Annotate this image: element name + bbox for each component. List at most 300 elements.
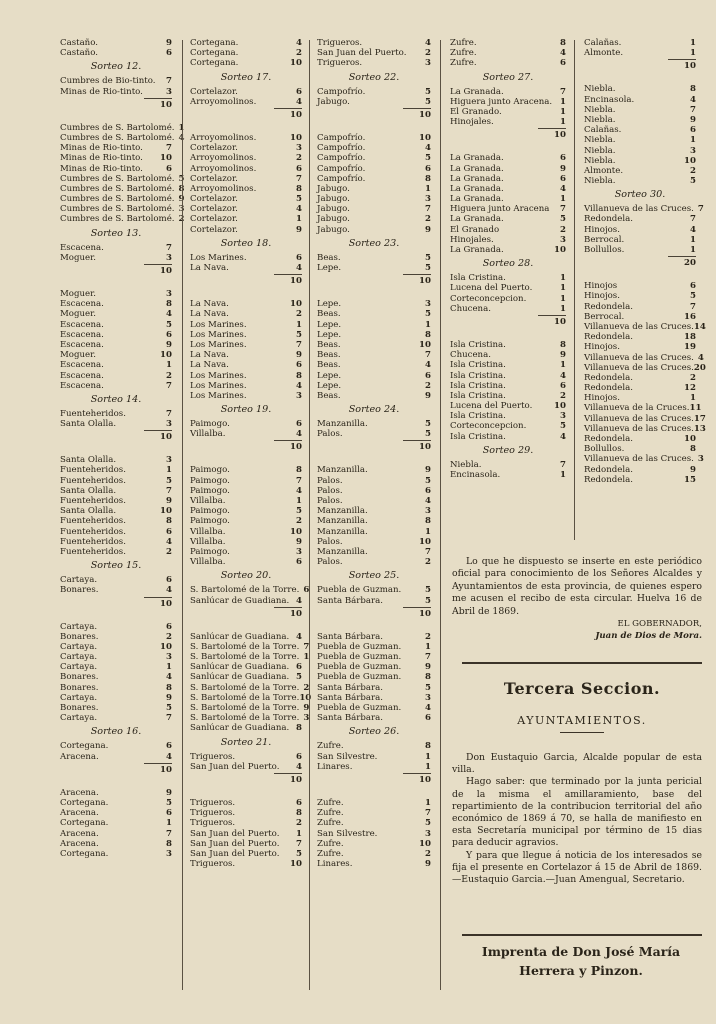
list-item — [60, 455, 172, 465]
town-name: Villanueva de la Cruces. — [584, 403, 690, 414]
number: 5 — [425, 86, 431, 97]
imprint-line-2: Herrera y Pinzon. — [519, 963, 643, 978]
town-name: Lepe. — [317, 263, 342, 273]
town-name: Bollullos. — [584, 444, 625, 455]
list-item — [584, 342, 696, 352]
number: 7 — [296, 339, 302, 350]
number: 1 — [560, 470, 566, 480]
list-item — [190, 184, 302, 194]
town-name: Cartaya. — [60, 662, 98, 673]
town-name: Los Marines. — [190, 319, 247, 330]
edict — [452, 752, 702, 886]
list-item — [60, 465, 172, 475]
number: 7 — [166, 76, 172, 87]
number: 7 — [697, 204, 704, 215]
list-item — [60, 752, 172, 762]
town-name: Encinasola. — [584, 94, 635, 105]
column-4 — [450, 38, 566, 480]
number: 14 — [693, 321, 706, 332]
list-item — [317, 371, 431, 381]
list-item — [60, 214, 185, 225]
list-item — [317, 184, 431, 194]
town-name: Palos. — [317, 496, 343, 506]
list-item — [584, 214, 696, 224]
town-name: Isla Cristina. — [450, 360, 506, 371]
town-name: Puebla de Guzman. — [317, 585, 402, 596]
town-name: Los Marines. — [190, 339, 247, 350]
number: 4 — [296, 38, 302, 48]
list-item — [450, 97, 566, 107]
governor-notice — [452, 556, 702, 643]
number: 1 — [690, 135, 696, 146]
list-item — [317, 632, 431, 642]
number: 1 — [690, 48, 696, 59]
number: 7 — [425, 808, 431, 819]
town-name: Santa Bárbara. — [317, 595, 383, 606]
town-name: Moguer. — [60, 309, 96, 320]
list-item — [190, 153, 302, 163]
list-item — [317, 133, 431, 143]
list-item — [190, 143, 302, 153]
number: 5 — [166, 797, 172, 808]
number: 6 — [166, 163, 172, 174]
list-item — [60, 253, 172, 263]
town-name: Escacena. — [60, 380, 104, 391]
spacer — [584, 74, 696, 84]
number: 1 — [560, 303, 566, 314]
number: 5 — [166, 703, 172, 713]
number: 7 — [425, 546, 431, 557]
number: 1 — [425, 319, 431, 330]
list-item — [584, 332, 696, 342]
list-item — [317, 849, 431, 859]
town-name: Redondela. — [584, 434, 633, 444]
town-name: Zufre. — [317, 797, 344, 808]
list-item — [190, 253, 302, 263]
sorteo-heading: Sorteo 19. — [220, 404, 272, 416]
list-item — [317, 153, 431, 163]
number: 10 — [419, 536, 431, 547]
list-item — [317, 829, 431, 839]
list-item — [190, 818, 302, 828]
column-3 — [317, 38, 431, 869]
number: 3 — [166, 289, 172, 299]
number: 7 — [425, 204, 431, 215]
town-name: Beas. — [317, 339, 341, 350]
number: 6 — [296, 360, 302, 371]
number: 7 — [166, 242, 172, 253]
town-name: Villanueva de las Cruces. — [584, 352, 694, 363]
list-item — [190, 557, 302, 567]
list-item — [450, 153, 566, 163]
spacer — [60, 113, 172, 123]
town-name: Santa Olalla. — [60, 419, 117, 430]
town-name: San Juan del Puerto. — [190, 838, 280, 849]
sorteo-heading: Sorteo 28. — [482, 258, 534, 270]
town-name: S. Bartolomé de la Torre. — [190, 713, 300, 724]
town-name: Santa Olalla. — [60, 485, 117, 496]
number: 1 — [425, 761, 431, 772]
town-name: Escacena. — [60, 299, 104, 310]
sorteo-heading: Sorteo 26. — [348, 726, 400, 738]
list-item — [60, 143, 172, 153]
list-item — [584, 444, 696, 454]
town-name: Sanlúcar de Guadiana. — [190, 631, 290, 642]
number: 9 — [166, 496, 172, 506]
number: 6 — [296, 86, 302, 97]
number: 10 — [684, 155, 696, 166]
list-item — [317, 299, 431, 309]
block-total: 20 — [668, 256, 696, 269]
town-name: Santa Bárbara. — [317, 682, 383, 693]
list-item — [60, 585, 172, 595]
list-item — [60, 76, 172, 86]
spacer — [317, 455, 431, 465]
list-item — [317, 537, 431, 547]
number: 10 — [160, 350, 172, 361]
list-item — [190, 672, 302, 682]
number: 5 — [296, 506, 302, 517]
number: 7 — [560, 86, 566, 97]
number: 4 — [296, 595, 302, 606]
town-name: Arroyomolinos. — [190, 96, 257, 107]
number: 6 — [166, 741, 172, 752]
number: 1 — [690, 38, 696, 48]
town-name: Villalba. — [190, 496, 226, 506]
town-name: Cartaya. — [60, 713, 98, 724]
list-item — [190, 87, 302, 97]
town-name: Campofrío. — [317, 173, 366, 184]
town-name: Chucena. — [450, 303, 491, 314]
list-item — [450, 107, 566, 117]
column-divider — [182, 40, 183, 990]
imprenta-divider — [462, 934, 702, 936]
town-name: Isla Cristina. — [450, 339, 506, 350]
number: 10 — [684, 434, 696, 444]
block-total: 10 — [403, 108, 431, 121]
town-name: Los Marines. — [190, 380, 247, 391]
number: 13 — [693, 423, 706, 434]
column-2 — [190, 38, 312, 870]
town-name: Redondela. — [584, 214, 633, 225]
town-name: Zufre. — [450, 58, 477, 69]
list-item — [317, 808, 431, 818]
list-item — [190, 632, 302, 642]
subsection-rule — [560, 732, 604, 733]
list-item — [190, 752, 302, 762]
list-item — [317, 662, 431, 672]
town-name: Cortegana. — [190, 58, 239, 69]
list-item — [190, 299, 302, 309]
number: 1 — [425, 526, 431, 537]
number: 8 — [425, 741, 431, 752]
town-name: Cortegana. — [190, 38, 239, 48]
town-name: Los Marines. — [190, 390, 247, 401]
town-name: Castaño. — [60, 38, 98, 48]
town-name: Zufre. — [317, 848, 344, 859]
block-total: 10 — [403, 274, 431, 287]
number: 9 — [425, 224, 431, 235]
town-name: Hinojos. — [584, 342, 620, 353]
town-name: S. Bartolomé de la Torre. — [190, 703, 300, 713]
list-item — [190, 808, 302, 818]
column-divider — [574, 40, 575, 540]
number: 7 — [166, 485, 172, 496]
number: 9 — [296, 536, 302, 547]
number: 4 — [296, 96, 302, 107]
list-item — [584, 176, 696, 186]
town-name: Puebla de Guzman. — [317, 652, 402, 663]
list-item — [60, 662, 172, 672]
town-name: Santa Bárbara. — [317, 692, 383, 703]
town-name: Redondela. — [584, 474, 633, 485]
town-name: Cortegana. — [190, 48, 239, 59]
number: 6 — [303, 585, 310, 596]
town-name: San Juan del Puerto. — [190, 761, 280, 772]
number: 1 — [690, 245, 696, 255]
number: 6 — [296, 751, 302, 762]
section-title: Tercera Seccion. — [503, 679, 661, 698]
list-item — [317, 516, 431, 526]
number: 1 — [560, 360, 566, 371]
number: 16 — [684, 311, 696, 322]
block-total: 10 — [538, 315, 566, 328]
list-item — [584, 352, 704, 363]
town-name: Palos. — [317, 557, 343, 568]
list-item — [60, 476, 172, 486]
list-item — [317, 164, 431, 174]
list-item — [60, 839, 172, 849]
number: 5 — [425, 252, 431, 263]
list-item — [60, 537, 172, 547]
list-item — [60, 381, 172, 391]
sorteo-heading: Sorteo 18. — [220, 237, 272, 249]
number: 5 — [166, 475, 172, 486]
spacer — [450, 143, 566, 153]
list-item — [317, 350, 431, 360]
list-item — [450, 194, 566, 204]
town-name: Corteconcepcion. — [450, 421, 527, 432]
number: 8 — [166, 838, 172, 849]
subsection-title: AYUNTAMIENTOS. — [517, 714, 647, 727]
list-item — [317, 340, 431, 350]
signer-name: Juan de Dios de Mora. — [595, 631, 702, 642]
list-item — [317, 713, 431, 723]
list-item — [190, 692, 312, 703]
list-item — [190, 97, 302, 107]
number: 4 — [166, 751, 172, 762]
list-item — [584, 135, 696, 145]
town-name: Villanueva de las Cruces. — [584, 423, 694, 434]
number: 6 — [166, 621, 172, 632]
town-name: El Granado — [450, 224, 500, 235]
town-name: Lucena del Puerto. — [450, 401, 533, 412]
sorteo-heading: Sorteo 24. — [348, 404, 400, 416]
list-item — [450, 401, 566, 411]
spacer — [317, 788, 431, 798]
list-item — [60, 360, 172, 370]
list-item — [190, 225, 302, 235]
town-name: Cortelazor. — [190, 173, 238, 184]
list-item — [190, 465, 302, 475]
list-item — [317, 596, 431, 606]
number: 1 — [560, 293, 566, 304]
town-name: Trigueros. — [190, 859, 236, 870]
number: 2 — [296, 818, 302, 829]
number: 3 — [296, 143, 302, 154]
list-item — [317, 194, 431, 204]
list-item — [450, 360, 566, 370]
town-name: Fuenteheridos. — [60, 465, 126, 476]
town-name: Cortelazor. — [190, 194, 238, 205]
town-name: Isla Cristina. — [450, 431, 506, 442]
list-item — [60, 122, 185, 133]
number: 10 — [554, 245, 566, 255]
town-name: Cartaya. — [60, 652, 98, 663]
list-item — [190, 652, 310, 663]
spacer — [190, 289, 302, 299]
list-item — [584, 362, 706, 373]
spacer — [60, 445, 172, 455]
list-item — [317, 527, 431, 537]
town-name: Beas. — [317, 309, 341, 320]
town-name: Escacena. — [60, 339, 104, 350]
town-name: Manzanilla. — [317, 526, 368, 537]
number: 18 — [684, 332, 696, 343]
town-name: Puebla de Guzman. — [317, 672, 402, 683]
town-name: Fuenteheridos. — [60, 536, 126, 547]
number: 2 — [425, 48, 431, 59]
number: 1 — [560, 283, 566, 294]
list-item — [60, 496, 172, 506]
list-item — [60, 808, 172, 818]
list-item — [450, 235, 566, 245]
town-name: Trigueros. — [190, 797, 236, 808]
block-total: 10 — [274, 274, 302, 287]
list-item — [584, 434, 696, 444]
town-name: Lepe. — [317, 329, 342, 340]
number: 6 — [560, 153, 566, 164]
town-name: Niebla. — [584, 155, 616, 166]
list-item — [60, 132, 185, 143]
number: 10 — [419, 838, 431, 849]
town-name: Cumbres de Bio-tinto. — [60, 76, 156, 87]
list-item — [60, 622, 172, 632]
column-divider — [440, 40, 441, 990]
town-name: Jabugo. — [317, 224, 350, 235]
town-name: Jabugo. — [317, 194, 350, 205]
list-item — [190, 496, 302, 506]
number: 4 — [178, 132, 185, 143]
number: 17 — [693, 413, 706, 424]
town-name: Manzanilla. — [317, 506, 368, 517]
list-item — [450, 273, 566, 283]
town-name: La Granada. — [450, 214, 504, 225]
town-name: Cortegana. — [60, 818, 109, 829]
number: 6 — [166, 808, 172, 819]
number: 5 — [166, 319, 172, 330]
number: 3 — [690, 145, 696, 156]
list-item — [584, 95, 696, 105]
list-item — [60, 87, 172, 97]
town-name: Los Marines. — [190, 370, 247, 381]
number: 8 — [690, 444, 696, 455]
list-item — [317, 839, 431, 849]
list-item — [60, 672, 172, 682]
list-item — [317, 585, 431, 595]
town-name: S. Bartolomé de la Torre. — [190, 585, 300, 596]
town-name: Escacena. — [60, 319, 104, 330]
town-name: Zufre. — [450, 38, 477, 48]
sorteo-heading: Sorteo 23. — [348, 237, 400, 249]
block-total: 10 — [538, 128, 566, 141]
town-name: Santa Olalla. — [60, 506, 117, 517]
list-item — [190, 849, 302, 859]
column-1 — [60, 38, 185, 859]
list-item — [317, 476, 431, 486]
list-item — [317, 360, 431, 370]
number: 2 — [560, 390, 566, 401]
town-name: Villanueva de las Cruces. — [584, 362, 694, 373]
number: 10 — [290, 859, 302, 870]
town-name: Fuenteheridos. — [60, 516, 126, 527]
town-name: Manzanilla. — [317, 546, 368, 557]
town-name: Moguer. — [60, 252, 96, 263]
list-item — [190, 641, 310, 652]
edict-body: Hago saber: que terminado por la junta pericial de la misma el amillaramiento, base del repartimiento de la contribucion territorial del año económico de 1869 á 70, se halla de manifiesto en esta Secretaría municipal por término de 15 dias para deducir agravios. — [452, 776, 702, 849]
list-item — [190, 350, 302, 360]
town-name: Escacena. — [60, 370, 104, 381]
block-total: 10 — [403, 440, 431, 453]
town-name: Trigueros. — [190, 818, 236, 829]
number: 1 — [560, 106, 566, 117]
list-item — [317, 174, 431, 184]
list-item — [450, 214, 566, 224]
number: 6 — [296, 419, 302, 430]
number: 4 — [697, 352, 704, 363]
number: 8 — [296, 723, 302, 734]
number: 9 — [425, 662, 431, 673]
town-name: Isla Cristina. — [450, 273, 506, 284]
town-name: S. Bartolomé de la Torre. — [190, 682, 300, 693]
list-item — [450, 470, 566, 480]
town-name: Palos. — [317, 485, 343, 496]
list-item — [190, 859, 302, 869]
number: 3 — [425, 194, 431, 205]
number: 3 — [296, 546, 302, 557]
number: 10 — [299, 692, 312, 703]
number: 3 — [560, 411, 566, 422]
number: 7 — [166, 143, 172, 154]
town-name: Hinojales. — [450, 117, 494, 128]
list-item — [60, 289, 172, 299]
number: 3 — [166, 86, 172, 97]
list-item — [190, 762, 302, 772]
number: 3 — [166, 652, 172, 663]
sorteo-heading: Sorteo 22. — [348, 71, 400, 83]
number: 2 — [425, 631, 431, 642]
town-name: Puebla de Guzman. — [317, 703, 402, 713]
list-item — [450, 283, 566, 293]
town-name: Cumbres de S. Bartolomé. — [60, 183, 175, 194]
list-item — [190, 662, 302, 672]
block-total: 10 — [144, 763, 172, 776]
town-name: Fuenteheridos. — [60, 526, 126, 537]
number: 1 — [425, 183, 431, 194]
town-name: Redondela. — [584, 372, 633, 383]
number: 4 — [296, 204, 302, 215]
list-item — [60, 741, 172, 751]
